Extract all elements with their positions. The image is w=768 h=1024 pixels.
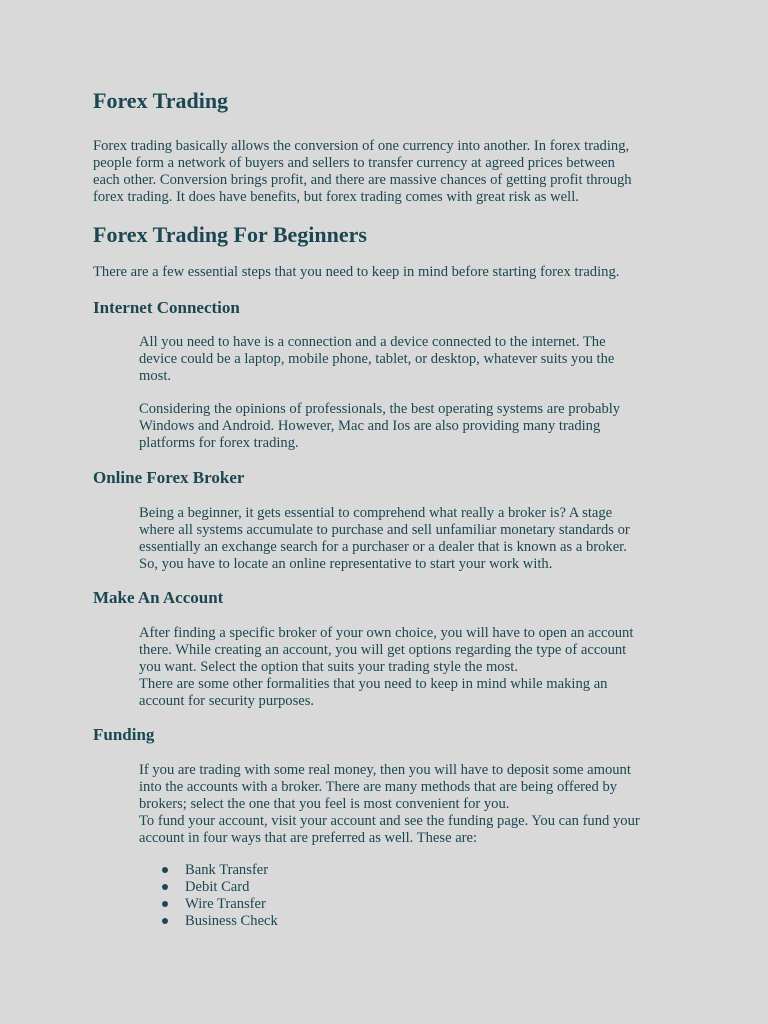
- section-lead-paragraph: There are a few essential steps that you need to keep in mind before starting forex trading.: [93, 264, 620, 280]
- bullet-icon: [162, 901, 168, 907]
- list-item-label: Debit Card: [185, 879, 250, 895]
- list-item: [139, 862, 278, 879]
- list-item: [139, 879, 278, 896]
- internet-paragraph-1: All you need to have is a connection and a device connected to the internet. The device could be a laptop, mobile phone, tablet, or desktop, whatever suits you the most.: [139, 334, 615, 384]
- list-item-label: Bank Transfer: [185, 862, 269, 878]
- list-item: [139, 896, 278, 913]
- funding-methods-list: [139, 862, 278, 930]
- section-heading-beginners: Forex Trading For Beginners: [93, 222, 367, 247]
- intro-paragraph: Forex trading basically allows the conversion of one currency into another. In forex trading, people form a network of buyers and sellers to transfer currency at agreed prices between each other. Conversion brings profit, and there are massive chances of getting profit through forex trading. It does have benefits, but forex trading comes with great risk as well.: [93, 138, 632, 205]
- bullet-icon: [162, 867, 168, 873]
- list-item: [139, 913, 278, 930]
- heading-make-an-account: Make An Account: [93, 588, 224, 607]
- internet-paragraph-2: Considering the opinions of professionals, the best operating systems are probably Windows and Android. However, Mac and Ios are also providing many trading platforms for forex trading.: [139, 401, 621, 451]
- list-item-label: Wire Transfer: [185, 896, 266, 912]
- funding-paragraph: If you are trading with some real money, then you will have to deposit some amount into the accounts with a broker. There are many methods that are being offered by brokers; select the one that you feel is most convenient for you. To fund your account, visit your account and see the funding page. You can fund your account in four ways that are preferred as well. These are:: [139, 762, 640, 846]
- list-item-label: Business Check: [185, 913, 278, 929]
- heading-online-forex-broker: Online Forex Broker: [93, 468, 245, 487]
- bullet-icon: [162, 918, 168, 924]
- account-paragraph: After finding a specific broker of your own choice, you will have to open an account there. While creating an account, you will get options regarding the type of account you want. Select the option that suits your trading style the most. There are some other formalities that you need to keep in mind while making an account for security purposes.: [139, 625, 634, 709]
- bullet-icon: [162, 884, 168, 890]
- broker-paragraph: Being a beginner, it gets essential to comprehend what really a broker is? A stage where all systems accumulate to purchase and sell unfamiliar monetary standards or essentially an exchange search for a purchaser or a dealer that is known as a broker. So, you have to locate an online representative to start your work with.: [139, 505, 630, 572]
- page-title: Forex Trading: [93, 88, 229, 113]
- heading-funding: Funding: [93, 725, 155, 744]
- heading-internet-connection: Internet Connection: [93, 298, 240, 317]
